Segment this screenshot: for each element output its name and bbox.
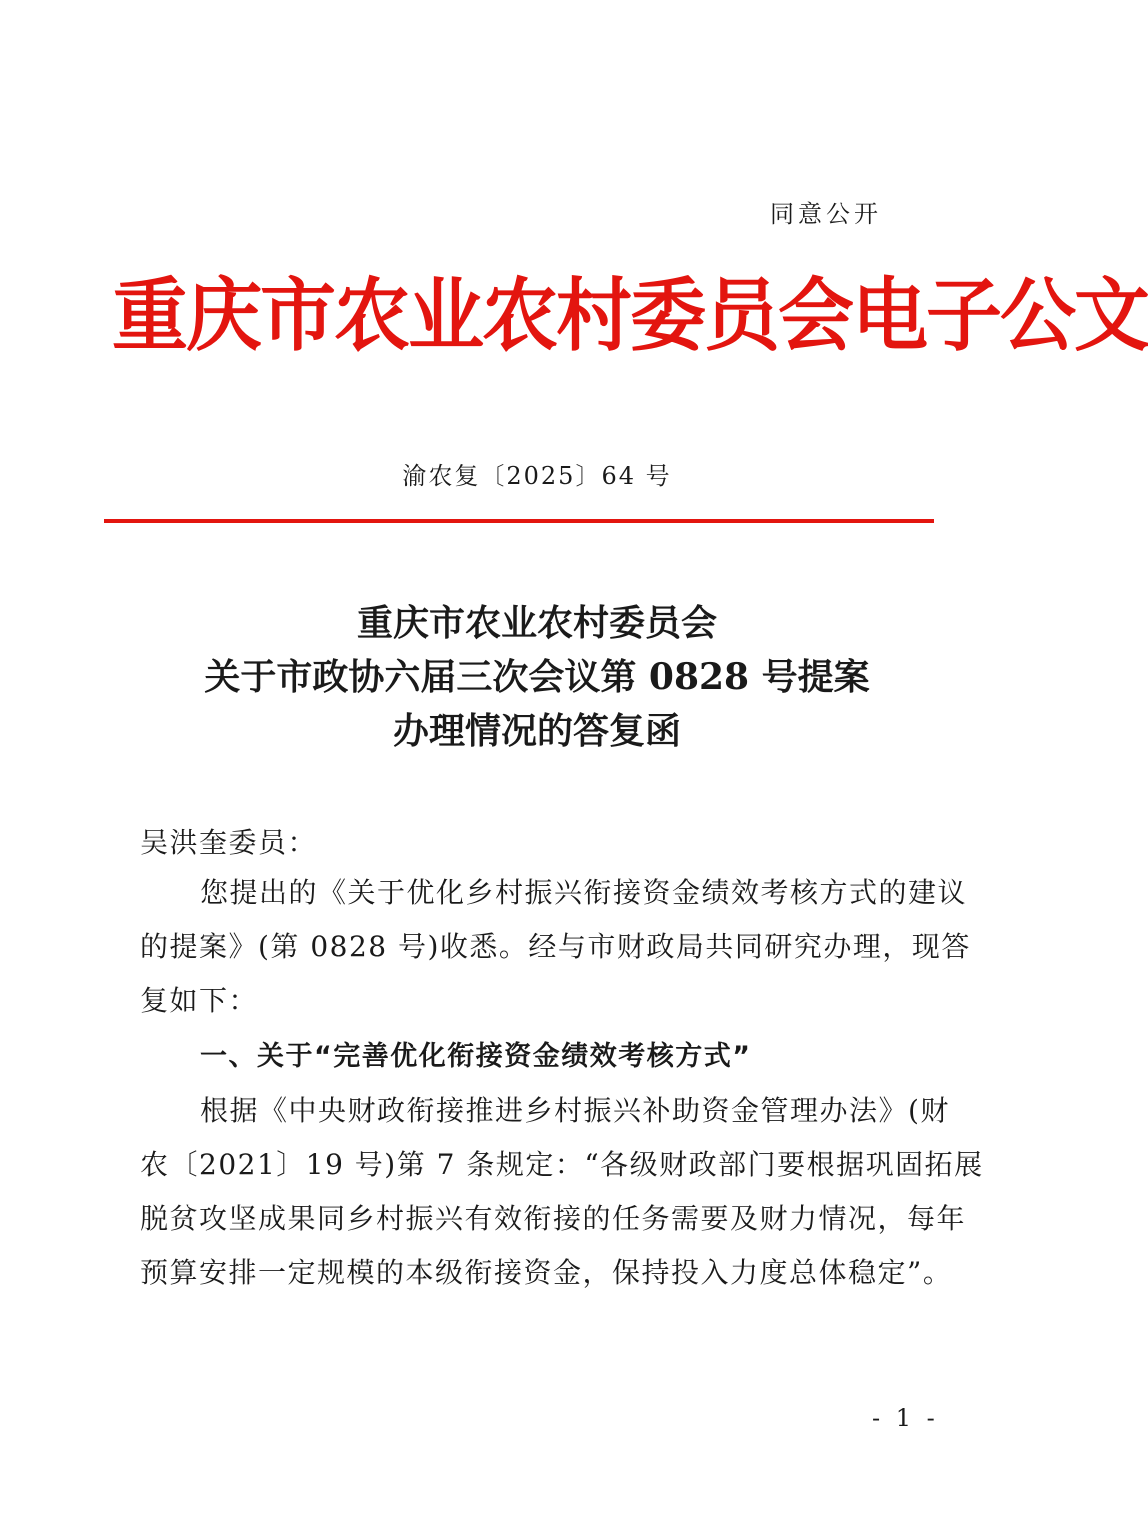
paragraph-line: 您提出的《关于优化乡村振兴衔接资金绩效考核方式的建议 — [200, 876, 968, 909]
section-heading — [140, 1030, 936, 1084]
title-line-2: 关于市政协六届三次会议第 0828 号提案 — [204, 656, 870, 698]
paragraph-line: 的提案》(第 0828 号)收悉。经与市财政局共同研究办理，现答 — [140, 930, 971, 963]
page-number: - 1 - — [872, 1404, 939, 1432]
salutation: 吴洪奎委员： — [140, 826, 318, 859]
paragraph-line: 预算安排一定规模的本级衔接资金，保持投入力度总体稳定”。 — [140, 1256, 953, 1289]
document-title — [0, 596, 1074, 758]
paragraph-regulation — [140, 1084, 984, 1300]
section-heading-text: 一、关于“完善优化衔接资金绩效考核方式” — [200, 1041, 752, 1072]
masthead-title: 重庆市农业农村委员会电子公文 — [112, 268, 1148, 362]
document-number: 渝农复〔2025〕64 号 — [402, 462, 672, 490]
paragraph-line: 农〔2021〕19 号)第 7 条规定：“各级财政部门要根据巩固拓展 — [140, 1148, 984, 1181]
paragraph-line: 脱贫攻坚成果同乡村振兴有效衔接的任务需要及财力情况，每年 — [140, 1202, 967, 1235]
disclosure-note: 同意公开 — [770, 200, 882, 228]
paragraph-intro — [140, 866, 971, 1028]
paragraph-line: 复如下： — [140, 984, 259, 1017]
title-line-3: 办理情况的答复函 — [392, 710, 681, 752]
title-line-1: 重庆市农业农村委员会 — [356, 602, 717, 644]
red-separator-line — [104, 519, 934, 523]
paragraph-line: 根据《中央财政衔接推进乡村振兴补助资金管理办法》(财 — [200, 1094, 950, 1127]
